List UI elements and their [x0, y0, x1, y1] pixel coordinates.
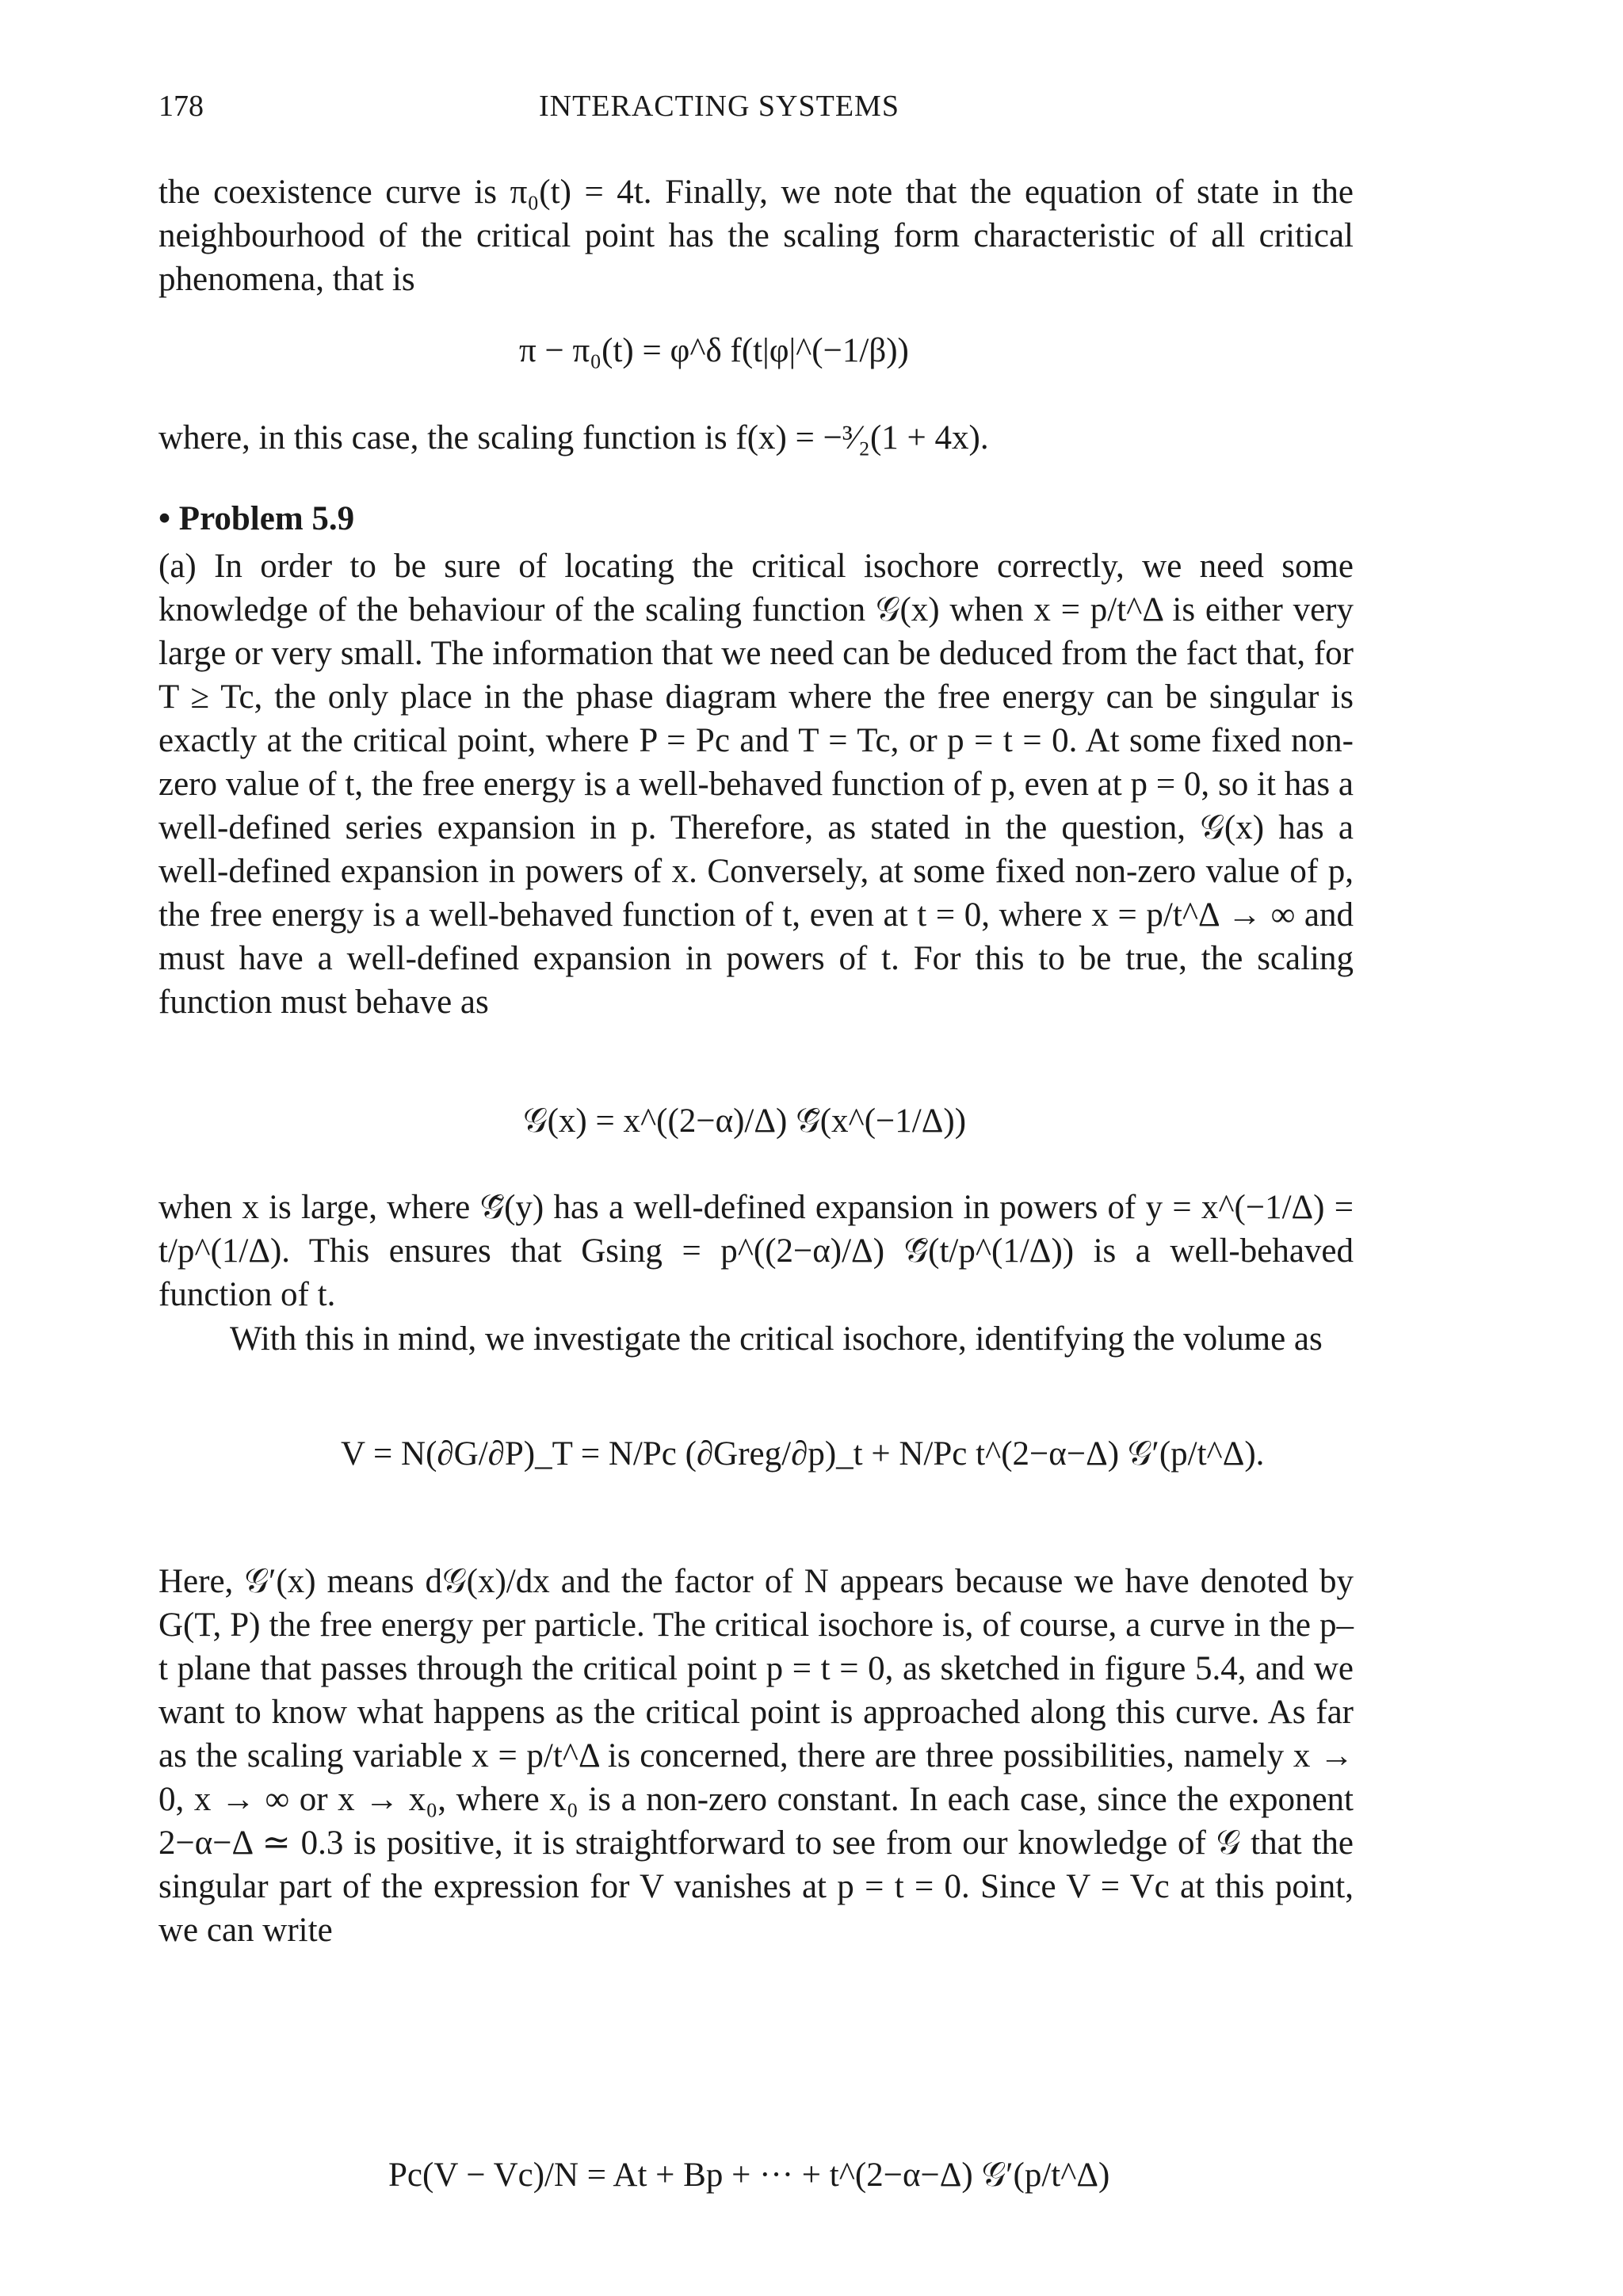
equation-text: Pc(V − Vc)/N = At + Bp + ··· + t^(2−α−Δ) 𝒢′(p/t^Δ) — [388, 2157, 1110, 2194]
page-header — [158, 89, 1354, 136]
equation-volume — [341, 1435, 1264, 1473]
equation-isochore — [388, 2156, 1109, 2195]
paragraph-5: With this in mind, we investigate the critical isochore, identifying the volume as — [230, 1320, 1323, 1358]
paragraph-2: where, in this case, the scaling function is f(x) = −³⁄₂(1 + 4x). — [158, 419, 989, 457]
running-title: INTERACTING SYSTEMS — [539, 90, 899, 123]
paragraph-3: (a) In order to be sure of locating the critical isochore correctly, we need some knowledge of the behaviour of the scaling function 𝒢(x) when x = p/t^Δ is either very large or very small. The information that we need can be deduced from the fact that, for T ≥ Tc, the only place in the phase diagram where the free energy can be singular is exactly at the critical point, where P = Pc and T = Tc, or p = t = 0. At some fixed non-zero value of t, the free energy is a well-behaved function of p, even at p = 0, so it has a well-defined series expansion in p. Therefore, as stated in the question, 𝒢(x) has a well-defined expansion in powers of x. Conversely, at some fixed non-zero value of p, the free energy is a well-behaved function of t, even at t = 0, where x = p/t^Δ → ∞ and must have a well-defined expansion in powers of t. For this to be true, the scaling function must behave as — [158, 548, 1354, 1021]
equation-text: π − π₀(t) = φ^δ f(t|φ|^(−1/β)) — [519, 332, 909, 369]
problem-heading: • Problem 5.9 — [158, 500, 355, 537]
equation-text: V = N(∂G/∂P)_T = N/Pc (∂Greg/∂p)_t + N/Pc t^(2−α−Δ) 𝒢′(p/t^Δ). — [341, 1435, 1265, 1473]
equation-text: 𝒢(x) = x^((2−α)/Δ) 𝒢̃(x^(−1/Δ)) — [523, 1102, 967, 1140]
page-number: 178 — [158, 90, 204, 123]
equation-scaling-form — [519, 331, 909, 370]
paragraph-6: Here, 𝒢′(x) means d𝒢(x)/dx and the factor of N appears because we have denoted by G(T, P) the free energy per particle. The critical isochore is, of course, a curve in the p–t plane that passes through the critical point p = t = 0, as sketched in figure 5.4, and we want to know what happens as the critical point is approached along this curve. As far as the scaling variable x = p/t^Δ is concerned, there are three possibilities, namely x → 0, x → ∞ or x → x₀, where x₀ is a non-zero constant. In each case, since the exponent 2−α−Δ ≃ 0.3 is positive, it is straightforward to see from our knowledge of 𝒢 that the singular part of the expression for V vanishes at p = t = 0. Since V = Vc at this point, we can write — [158, 1563, 1354, 1949]
equation-large-x — [523, 1102, 966, 1140]
paragraph-1: the coexistence curve is π₀(t) = 4t. Finally, we note that the equation of state in the neighbourhood of the critical point has the scaling form characteristic of all critical phenomena, that is — [158, 174, 1354, 298]
paragraph-4: when x is large, where 𝒢̃(y) has a well-defined expansion in powers of y = x^(−1/Δ) = t/p^(1/Δ). This ensures that Gsing = p^((2−α)/Δ) 𝒢̃(t/p^(1/Δ)) is a well-behaved function of t. — [158, 1189, 1354, 1313]
